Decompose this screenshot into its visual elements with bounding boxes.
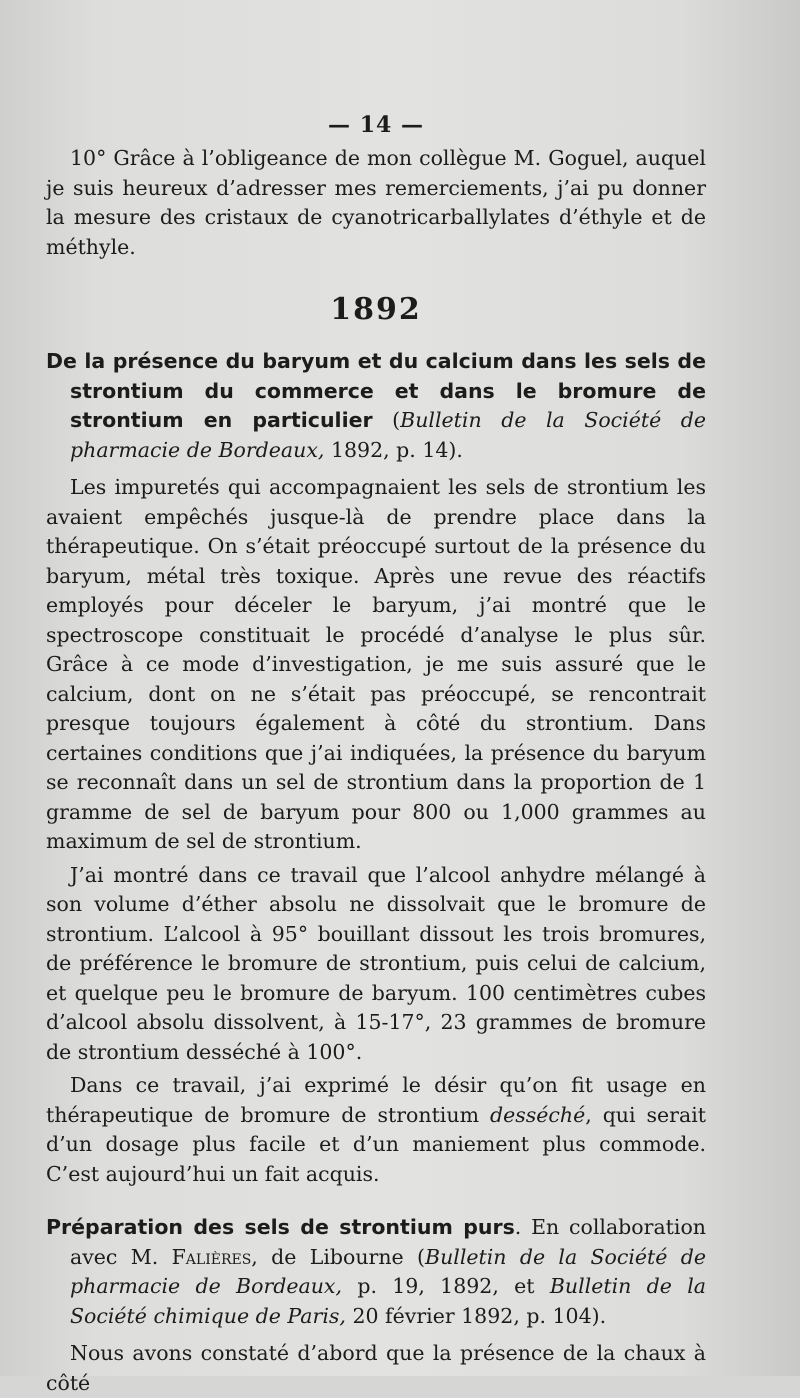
emphasis: desséché [489,1102,586,1127]
body-paragraph [46,1071,706,1189]
text-run: p. 19, 1892, et [342,1274,550,1298]
body-paragraph: Nous avons constaté d’abord que la présence de la chaux à côté [46,1341,706,1395]
page-number: — 14 — [328,112,424,138]
text-run: 20 février 1892, p. 104). [345,1303,607,1328]
text-run: . En collaboration avec M. [70,1215,707,1269]
coauthor-name: Falières [171,1244,252,1269]
entry-body [46,473,706,1189]
citation-rest: 1892, p. 14). [324,437,463,462]
entry-title: Préparation des sels de strontium purs [46,1215,515,1239]
body-paragraph: J’ai montré dans ce travail que l’alcool anhydre mélangé à son volume d’éther absolu ne dissolvait que le bromure de strontium. L’alcool à 95° bouillant dissout les trois bromures, de préférence le bromure de strontium, puis celui de calcium, et quelque peu le bromure de baryum. 100 centimètres cubes d’alcool absolu dissolvent, à 15-17°, 23 grammes de bromure de strontium desséché à 100°. [46,862,706,1064]
text-run: , de Libourne ( [251,1244,425,1269]
citation-journal: Bulletin de la Société de pharmacie de Bordeaux, [70,408,706,462]
page-content [46,112,706,1398]
entry-title: De la présence du baryum et du calcium dans les sels de strontium du commerce et dans le bromure de strontium en particulier [46,349,706,432]
citation-open: ( [372,408,401,432]
entry-heading [46,1213,706,1331]
citation-journal: Bulletin de la Société de pharmacie de Bordeaux, [70,1244,706,1298]
year-heading: 1892 [330,292,422,327]
text-run: Dans ce travail, j’ai exprimé le désir qu’on fit usage en thérapeutique de bromure de strontium [46,1073,706,1127]
intro-paragraph: 10° Grâce à l’obligeance de mon collègue M. Goguel, auquel je suis heureux d’adresser mes remerciements, j’ai pu donner la mesure des cristaux de cyanotricarballylates d’éthyle et de méthyle. [46,146,706,259]
citation-journal: Bulletin de la Société chimique de Paris, [70,1274,706,1328]
entry-preparation [46,1213,706,1398]
entry-barium-calcium [46,347,706,1189]
section-gap [46,1189,706,1213]
entry-heading [46,347,706,465]
body-paragraph: Les impuretés qui accompagnaient les sels de strontium les avaient empêchés jusque-là de prendre place dans la thérapeutique. On s’était préoccupé surtout de la présence du baryum, métal très toxique. Après une revue des réactifs employés pour déceler le baryum, j’ai montré que le spectroscope constituait le procédé d’analyse le plus sûr. Grâce à ce mode d’investigation, je me suis assuré que le calcium, dont on ne s’était pas préoccupé, se rencontrait presque toujours également à côté du strontium. Dans certaines conditions que j’ai indiquées, la présence du baryum se reconnaît dans un sel de strontium dans la proportion de 1 gramme de sel de baryum pour 800 ou 1,000 grammes au maximum de sel de strontium. [46,475,706,853]
text-run: , qui serait d’un dosage plus facile et d’un maniement plus commode. C’est aujourd’hui un fait acquis. [46,1102,706,1186]
